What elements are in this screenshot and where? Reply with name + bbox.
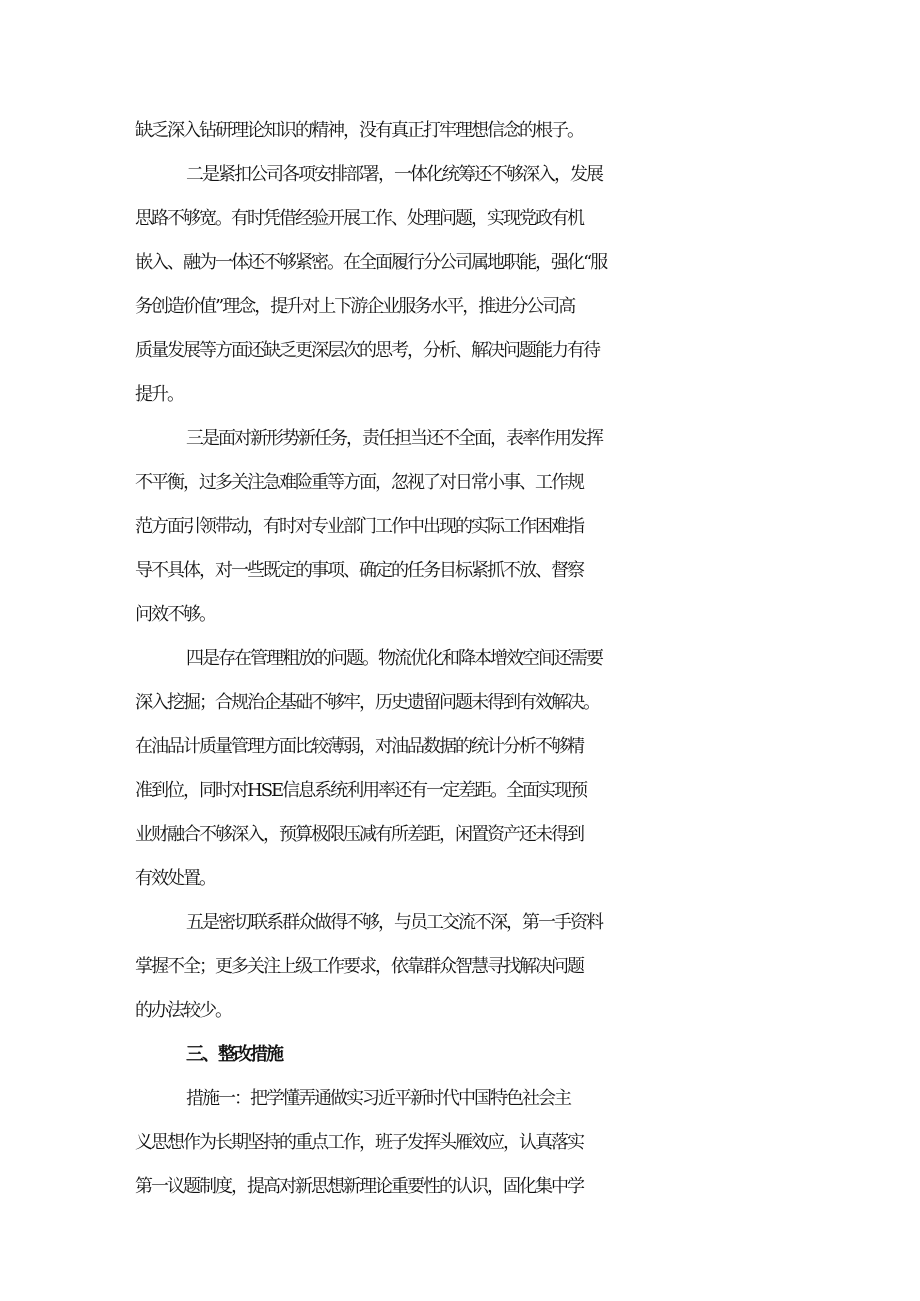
- paragraph-line: 缺乏深入钻研理论知识的精神，没有真正打牢理想信念的根子。: [135, 120, 583, 141]
- paragraph-line: 的办法较少。: [135, 1000, 231, 1021]
- section-heading: 三、整改措施: [186, 1044, 282, 1065]
- paragraph-line: 深入挖掘；合规治企基础不够牢，历史遗留问题未得到有效解决。: [135, 692, 599, 713]
- paragraph-line: 业财融合不够深入，预算极限压减有所差距，闲置资产还未得到: [135, 824, 583, 845]
- paragraph-line: 四是存在管理粗放的问题。物流优化和降本增效空间还需要: [186, 648, 602, 669]
- paragraph-line: 导不具体，对一些既定的事项、确定的任务目标紧抓不放、督察: [135, 560, 583, 581]
- paragraph-line: 掌握不全；更多关注上级工作要求，依靠群众智慧寻找解决问题: [135, 956, 583, 977]
- paragraph-line: 准到位，同时对HSE信息系统利用率还有一定差距。全面实现预: [135, 780, 587, 801]
- paragraph-line: 第一议题制度，提高对新思想新理论重要性的认识，固化集中学: [135, 1176, 583, 1197]
- paragraph-line: 务创造价值”理念，提升对上下游企业服务水平，推进分公司高: [135, 296, 575, 317]
- paragraph-line: 二是紧扣公司各项安排部署，一体化统筹还不够深入，发展: [186, 164, 602, 185]
- paragraph-line: 提升。: [135, 384, 183, 405]
- paragraph-line: 在油品计质量管理方面比较薄弱，对油品数据的统计分析不够精: [135, 736, 583, 757]
- paragraph-line: 不平衡，过多关注急难险重等方面，忽视了对日常小事、工作规: [135, 472, 583, 493]
- paragraph-line: 思路不够宽。有时凭借经验开展工作、处理问题，实现党政有机: [135, 208, 583, 229]
- paragraph-line: 五是密切联系群众做得不够，与员工交流不深，第一手资料: [186, 912, 602, 933]
- paragraph-line: 嵌入、融为一体还不够紧密。在全面履行分公司属地职能，强化“服: [135, 252, 607, 273]
- paragraph-line: 措施一：把学懂弄通做实习近平新时代中国特色社会主: [186, 1088, 570, 1109]
- paragraph-line: 范方面引领带动，有时对专业部门工作中出现的实际工作困难指: [135, 516, 583, 537]
- paragraph-line: 质量发展等方面还缺乏更深层次的思考，分析、解决问题能力有待: [135, 340, 599, 361]
- paragraph-line: 三是面对新形势新任务，责任担当还不全面，表率作用发挥: [186, 428, 602, 449]
- paragraph-line: 有效处置。: [135, 868, 215, 889]
- paragraph-line: 问效不够。: [135, 604, 215, 625]
- paragraph-line: 义思想作为长期坚持的重点工作，班子发挥头雁效应，认真落实: [135, 1132, 583, 1153]
